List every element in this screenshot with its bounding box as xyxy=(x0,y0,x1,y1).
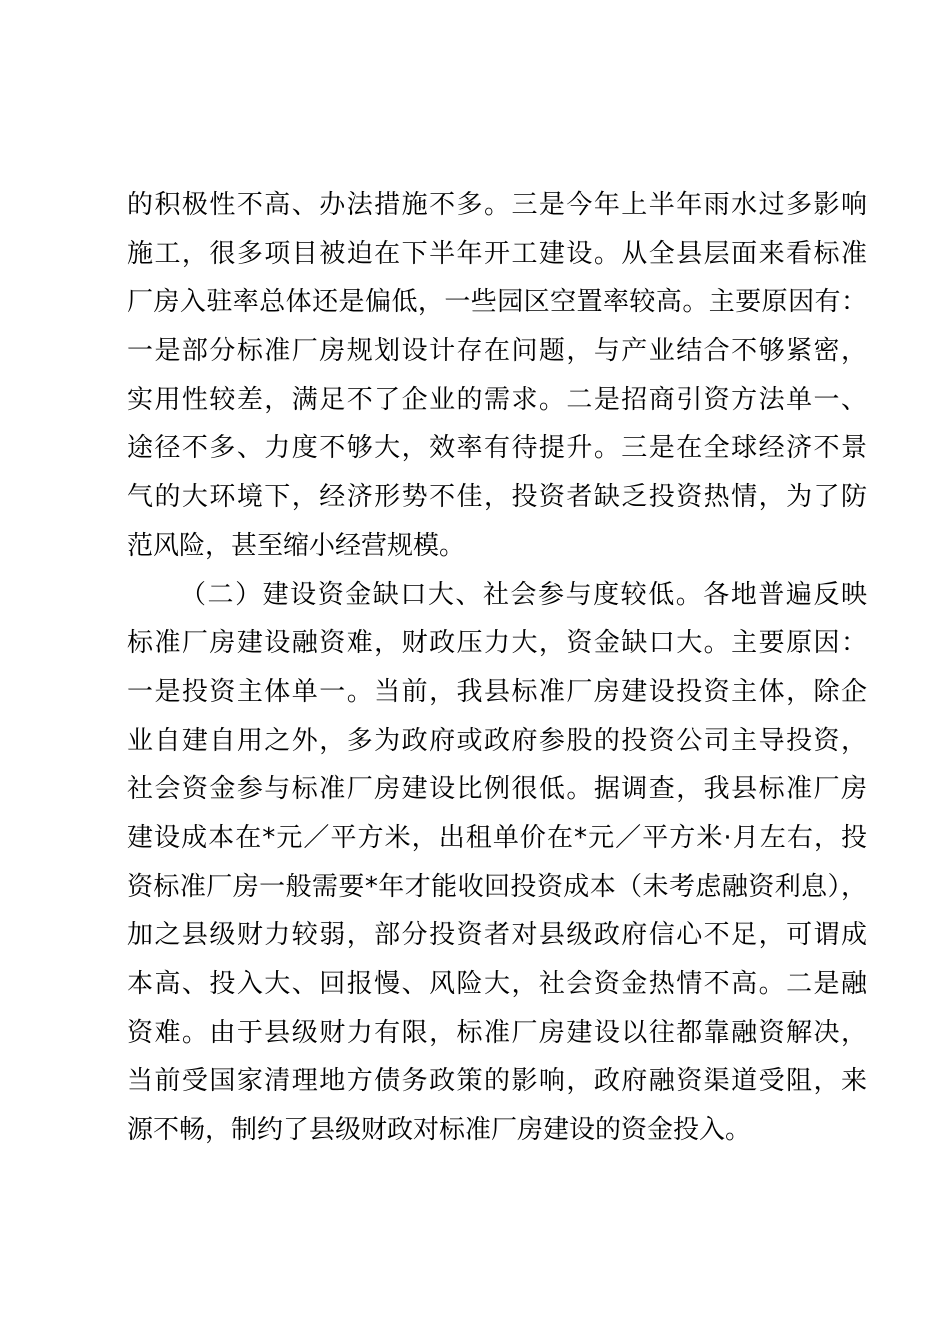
text-line: 途径不多、力度不够大，效率有待提升。三是在全球经济不景 xyxy=(127,433,867,464)
text-line: 当前受国家清理地方债务政策的影响，政府融资渠道受阻，来 xyxy=(127,1066,867,1097)
text-line: 源不畅，制约了县级财政对标准厂房建设的资金投入。 xyxy=(127,1115,752,1146)
text-line: 本高、投入大、回报慢、风险大，社会资金热情不高。二是融 xyxy=(127,969,867,999)
text-line: 业自建自用之外，多为政府或政府参股的投资公司主导投资， xyxy=(127,725,867,756)
text-line: 实用性较差，满足不了企业的需求。二是招商引资方法单一、 xyxy=(127,384,867,415)
text-line: 标准厂房建设融资难，财政压力大，资金缺口大。主要原因： xyxy=(127,628,867,659)
text-line: 加之县级财力较弱，部分投资者对县级政府信心不足，可谓成 xyxy=(127,920,867,951)
text-line: 的积极性不高、办法措施不多。三是今年上半年雨水过多影响 xyxy=(127,190,867,220)
text-line: 厂房入驻率总体还是偏低，一些园区空置率较高。主要原因有： xyxy=(127,287,867,318)
text-line: 范风险，甚至缩小经营规模。 xyxy=(127,530,466,561)
text-line: 建设成本在*元／平方米，出租单价在*元／平方米·月左右，投 xyxy=(127,822,867,853)
text-line: 资难。由于县级财力有限，标准厂房建设以往都靠融资解决， xyxy=(127,1017,867,1048)
text-line: 资标准厂房一般需要*年才能收回投资成本（未考虑融资利息）， xyxy=(127,871,867,902)
section-heading-line: （二）建设资金缺口大、社会参与度较低。各地普遍反映 xyxy=(180,579,867,610)
body-text xyxy=(127,181,867,1155)
text-line: 社会资金参与标准厂房建设比例很低。据调查，我县标准厂房 xyxy=(127,774,867,805)
text-line: 一是投资主体单一。当前，我县标准厂房建设投资主体，除企 xyxy=(127,676,867,707)
text-line: 施工，很多项目被迫在下半年开工建设。从全县层面来看标准 xyxy=(127,238,867,269)
text-line: 气的大环境下，经济形势不佳，投资者缺乏投资热情，为了防 xyxy=(127,482,867,513)
text-line: 一是部分标准厂房规划设计存在问题，与产业结合不够紧密， xyxy=(127,336,867,367)
